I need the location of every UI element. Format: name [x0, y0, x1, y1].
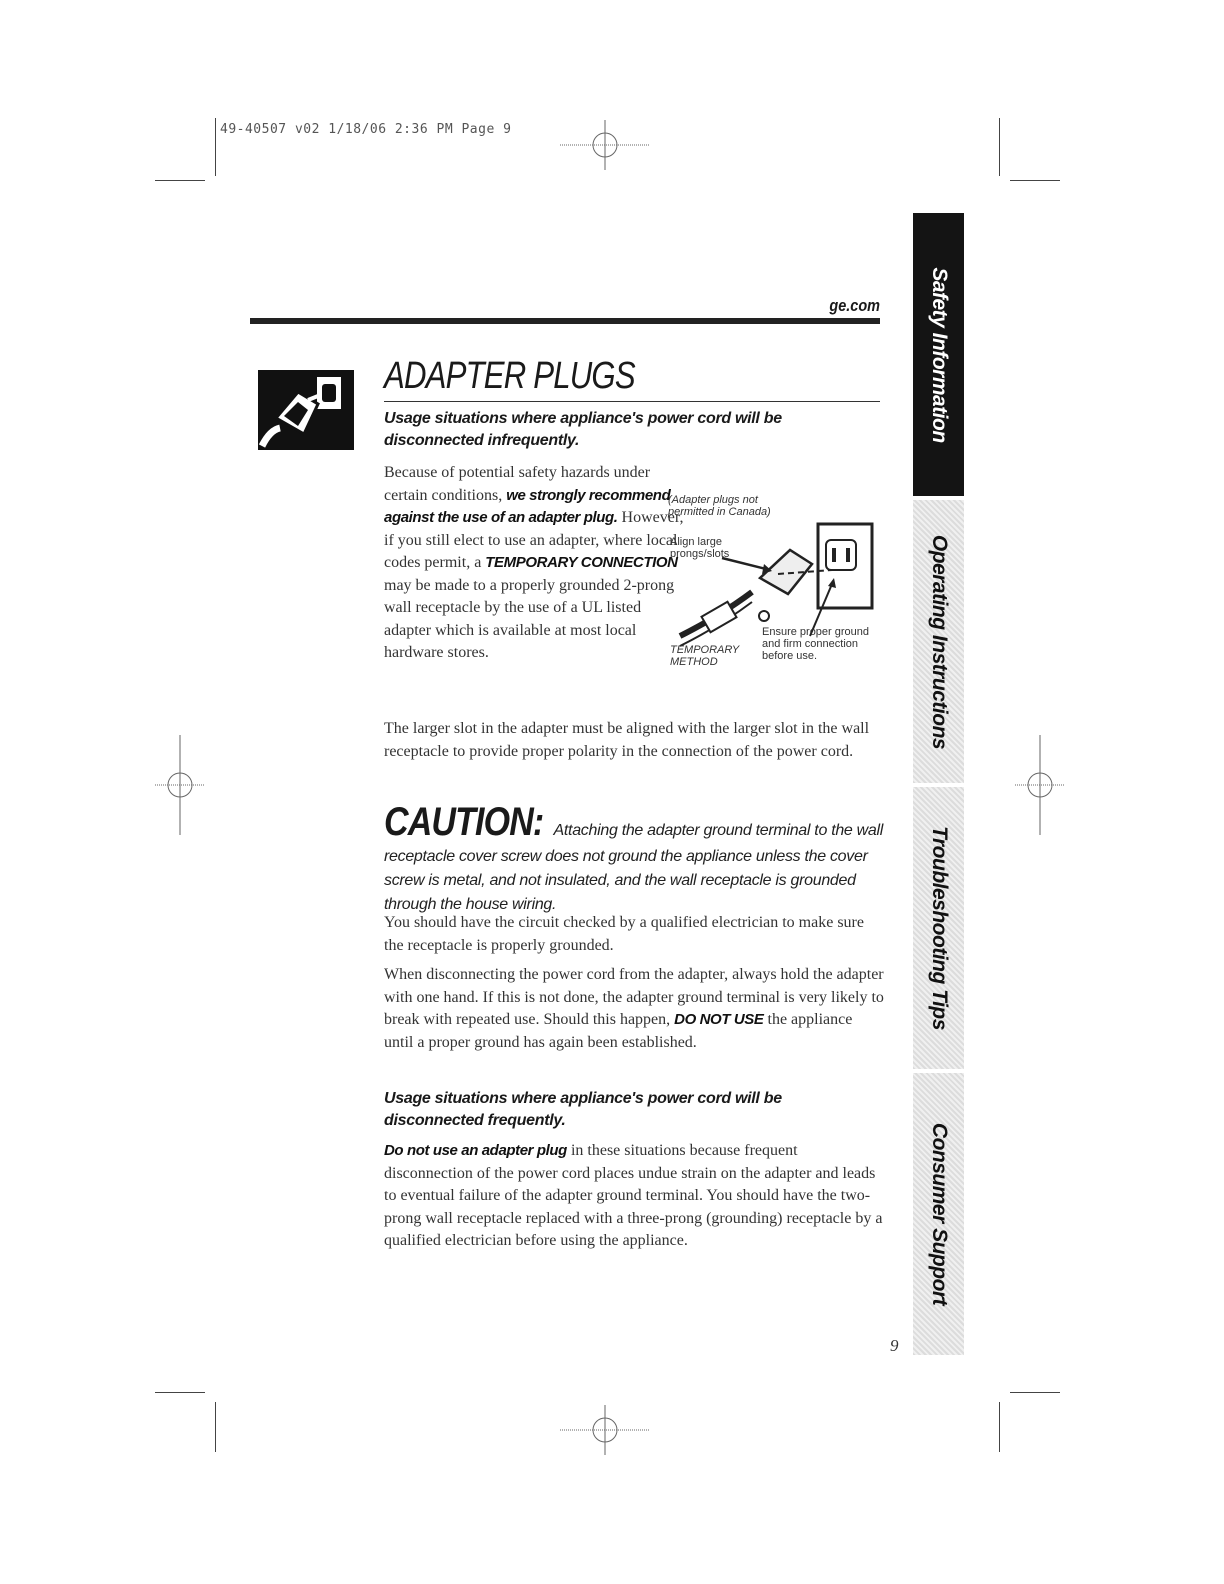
tab-troubleshooting-tips[interactable]: Troubleshooting Tips	[913, 787, 964, 1069]
print-slug: 49-40507 v02 1/18/06 2:36 PM Page 9	[220, 122, 512, 137]
tab-consumer-support[interactable]: Consumer Support	[913, 1073, 964, 1355]
side-tabs	[913, 213, 964, 1355]
tab-operating-instructions[interactable]: Operating Instructions	[913, 500, 964, 783]
subhead-frequent: Usage situations where appliance's power cord will be disconnected frequently.	[384, 1090, 782, 1129]
adapter-illustration	[660, 488, 882, 688]
caution-text: Attaching the adapter ground terminal to the wall receptacle cover screw does not ground the appliance unless the cover screw is metal, and not insulated, and the wall receptacle is grounded through the house wiring.	[384, 822, 884, 913]
ground-note: Ensure proper ground and firm connection before use.	[762, 626, 870, 662]
tab-safety-information[interactable]: Safety Information	[913, 213, 964, 496]
crop-mark	[215, 1402, 216, 1452]
crop-mark	[999, 118, 1000, 176]
registration-mark-icon	[560, 1405, 650, 1455]
para-frequent-use: Do not use an adapter plug in these situations because frequent disconnection of the power cord places undue strain on the adapter and leads to eventual failure of the adapter ground terminal. You should have the two-prong wall receptacle replaced with a three-prong (grounding) receptacle by a qualified electrician before using the appliance.	[384, 1142, 883, 1249]
adapter-plug-icon	[258, 370, 354, 450]
caution-block	[384, 800, 884, 917]
caution-word: CAUTION:	[384, 800, 544, 844]
crop-mark	[215, 118, 216, 176]
para-disconnecting: When disconnecting the power cord from the adapter, always hold the adapter with one hand. If this is not done, the adapter ground terminal is very likely to break with repeated use. Should this happen, DO NOT USE the appliance until a proper ground has again been established.	[384, 966, 884, 1051]
crop-mark	[1010, 1392, 1060, 1393]
registration-mark-icon	[560, 120, 650, 170]
method-note: TEMPORARY METHOD	[670, 644, 740, 668]
site-url: ge.com	[829, 296, 880, 315]
para-polarity: The larger slot in the adapter must be aligned with the larger slot in the wall receptacle to provide proper polarity in the connection of the power cord.	[384, 720, 870, 760]
para-circuit-check: You should have the circuit checked by a qualified electrician to make sure the receptacle is properly grounded.	[384, 914, 864, 954]
header-rule	[250, 318, 880, 324]
adapter-note: (Adapter plugs not permitted in Canada)	[668, 494, 771, 518]
title-rule	[384, 401, 880, 402]
crop-mark	[1010, 180, 1060, 181]
crop-mark	[155, 180, 205, 181]
align-note: Align large prongs/slots	[670, 536, 730, 560]
registration-mark-icon	[1015, 735, 1065, 835]
para-adapter-warning: Because of potential safety hazards under certain conditions, we strongly recommend against the use of an adapter plug. However, if you still elect to use an adapter, where local codes permit, a TEMPORARY CONNECTION may be made to a properly grounded 2-prong wall receptacle by the use of a UL listed adapter which is available at most local hardware stores.	[384, 464, 684, 661]
page-number: 9	[890, 1336, 899, 1355]
section-title: ADAPTER PLUGS	[384, 355, 635, 397]
crop-mark	[155, 1392, 205, 1393]
subhead-infrequent: Usage situations where appliance's power cord will be disconnected infrequently.	[384, 410, 782, 449]
registration-mark-icon	[155, 735, 205, 835]
crop-mark	[999, 1402, 1000, 1452]
